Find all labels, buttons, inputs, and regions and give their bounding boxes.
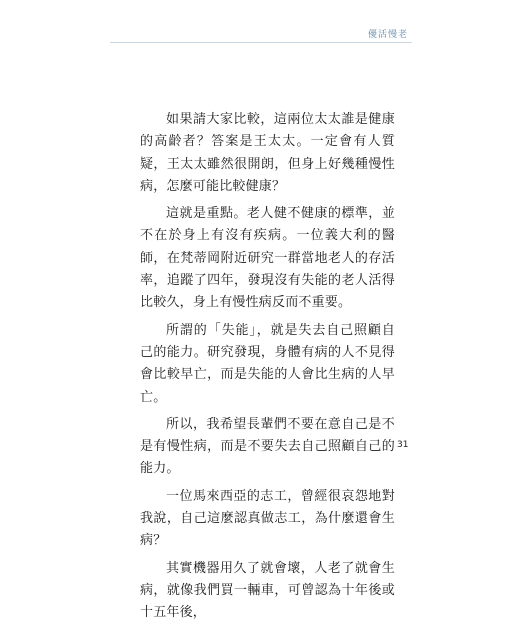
body-text	[140, 109, 395, 630]
paragraph: 一位馬來西亞的志工，曾經很哀怨地對我說，自己這麼認真做志工，為什麼還會生病？	[140, 488, 395, 549]
running-header-title: 優活慢老	[367, 30, 408, 40]
paragraph: 所以，我希望長輩們不要在意自己是不是有慢性病，而是不要失去自己照顧自己的能力。	[140, 416, 395, 477]
paragraph: 這就是重點。老人健不健康的標準，並不在於身上有沒有疾病。一位義大利的醫師，在梵蒂岡附近研究一群當地老人的存活率，追蹤了四年，發現沒有失能的老人活得比較久，身上有慢性病反而不重要。	[140, 206, 395, 311]
paragraph: 所謂的「失能」，就是失去自己照顧自己的能力。研究發現，身體有病的人不見得會比較早亡，而是失能的人會比生病的人早亡。	[140, 322, 395, 405]
page-number: 31	[397, 440, 409, 450]
paragraph: 如果請大家比較，這兩位太太誰是健康的高齡者？答案是王太太。一定會有人質疑，王太太雖然很開朗，但身上好幾種慢性病，怎麼可能比較健康？	[140, 112, 395, 194]
running-header	[110, 22, 412, 43]
paragraph: 其實機器用久了就會壞，人老了就會生病，就像我們買一輛車，可曾認為十年後或十五年後，	[140, 560, 395, 621]
